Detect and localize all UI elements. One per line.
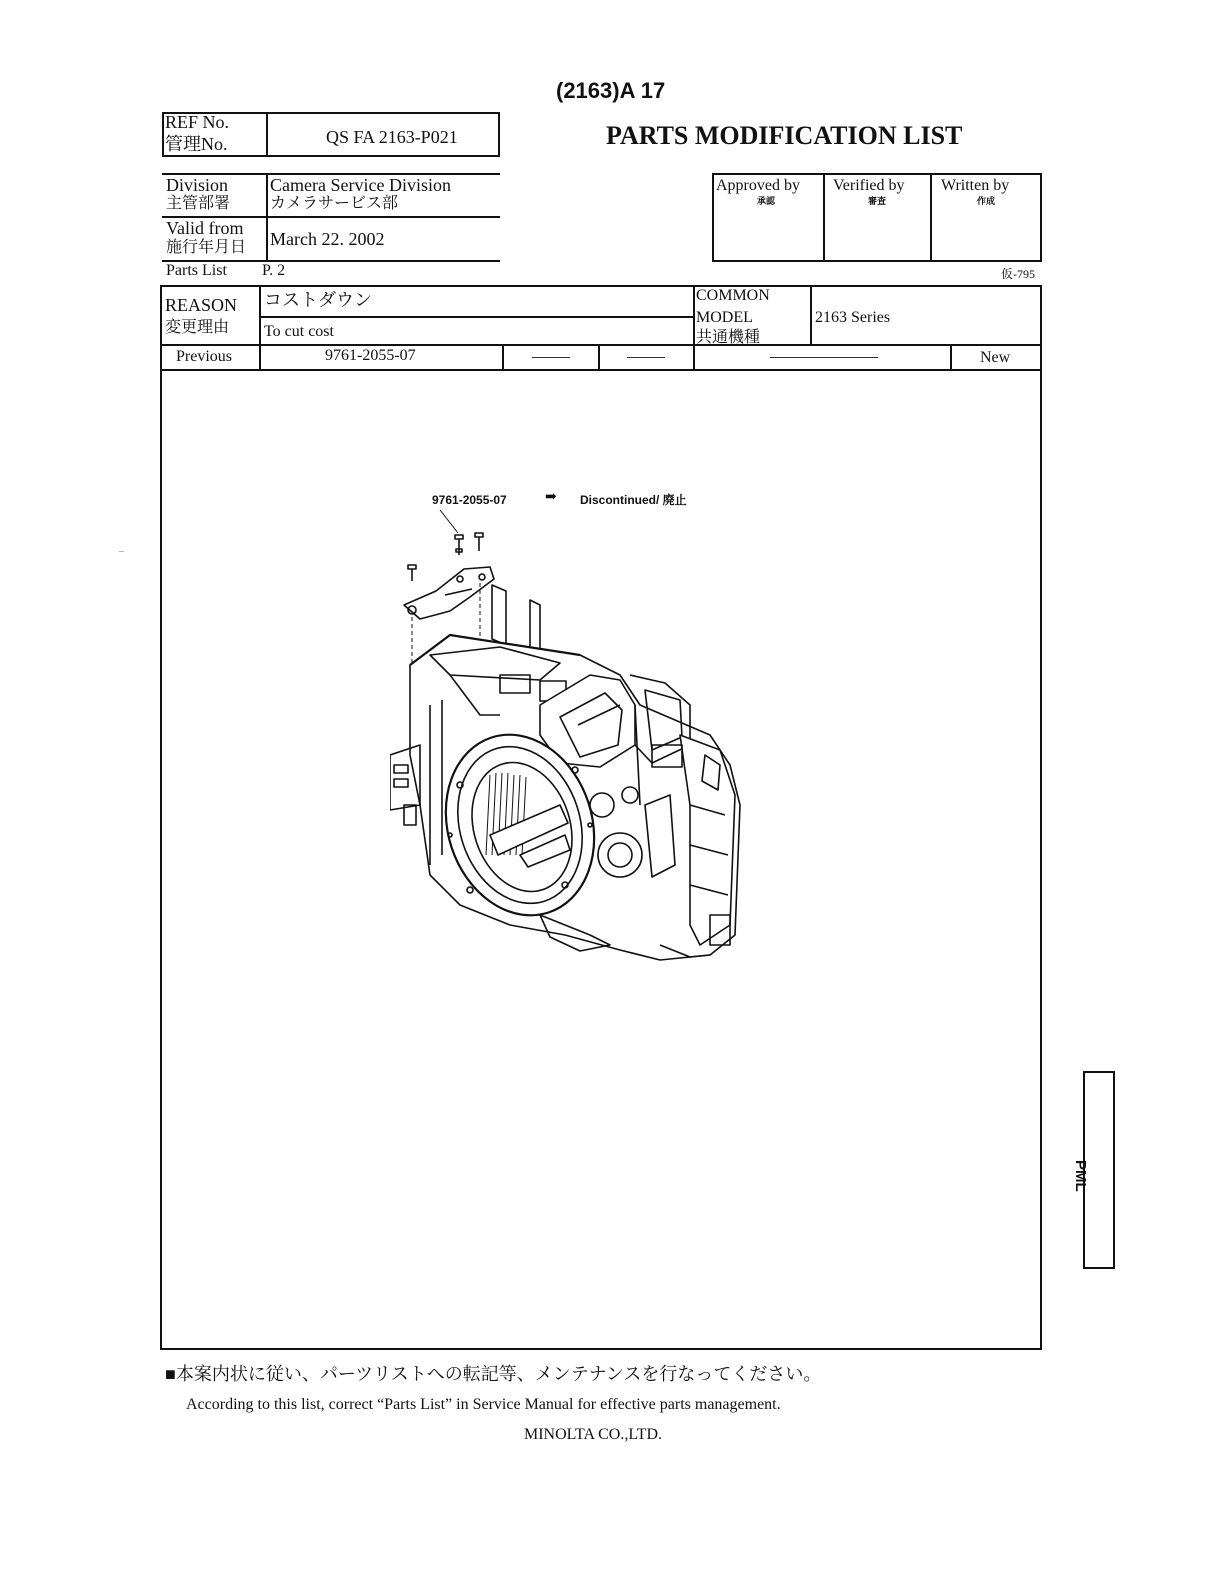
approved-by-label: Approved by xyxy=(716,177,800,194)
parts-list-label: Parts List xyxy=(166,262,227,279)
valid-label-jp: 施行年月日 xyxy=(166,239,247,256)
verified-by-jp: 審査 xyxy=(868,196,887,206)
written-by-label: Written by xyxy=(941,177,1010,194)
division-value-en: Camera Service Division xyxy=(270,175,451,195)
division-value-jp: カメラサービス部 xyxy=(270,195,399,212)
form-number: 仮-795 xyxy=(1001,267,1035,281)
valid-label-en: Valid from xyxy=(166,218,244,238)
written-by-jp: 作成 xyxy=(977,196,996,206)
new-label: New xyxy=(980,349,1011,366)
reason-text-jp: コストダウン xyxy=(264,290,372,310)
common-model-label-2: MODEL xyxy=(696,309,753,326)
page-title: PARTS MODIFICATION LIST xyxy=(606,121,963,150)
camera-body-diagram xyxy=(390,505,760,975)
reason-label-jp: 変更理由 xyxy=(165,319,230,336)
previous-part-number: 9761-2055-07 xyxy=(325,347,416,364)
previous-label: Previous xyxy=(176,348,232,365)
callout-status: Discontinued/ 廃止 xyxy=(580,493,687,507)
valid-date: March 22. 2002 xyxy=(270,229,385,249)
verified-by-label: Verified by xyxy=(833,177,905,194)
reason-text-en: To cut cost xyxy=(264,323,334,340)
page-code: (2163)A 17 xyxy=(556,78,666,103)
footer-company: MINOLTA CO.,LTD. xyxy=(524,1426,662,1443)
callout-arrow: ➡ xyxy=(545,490,557,505)
ref-label-jp: 管理No. xyxy=(165,134,228,154)
stray-dash: – xyxy=(119,546,124,557)
ref-number: QS FA 2163-P021 xyxy=(326,127,458,147)
approved-by-jp: 承認 xyxy=(757,196,776,206)
common-model-label-jp: 共通機種 xyxy=(696,329,761,346)
reason-label-en: REASON xyxy=(165,295,238,315)
pml-tab-label: PML xyxy=(1072,1160,1089,1192)
common-model-value: 2163 Series xyxy=(815,309,891,326)
parts-list-page: P. 2 xyxy=(262,262,286,279)
common-model-label-1: COMMON xyxy=(696,287,770,304)
footer-note-jp: ■本案内状に従い、パーツリストへの転記等、メンテナンスを行なってください。 xyxy=(165,1364,822,1384)
ref-label-en: REF No. xyxy=(165,112,230,132)
footer-note-en: According to this list, correct “Parts List” in Service Manual for effective parts management. xyxy=(186,1396,781,1413)
division-label-jp: 主管部署 xyxy=(166,195,231,212)
callout-part-number: 9761-2055-07 xyxy=(432,493,507,507)
division-label-en: Division xyxy=(166,175,229,195)
